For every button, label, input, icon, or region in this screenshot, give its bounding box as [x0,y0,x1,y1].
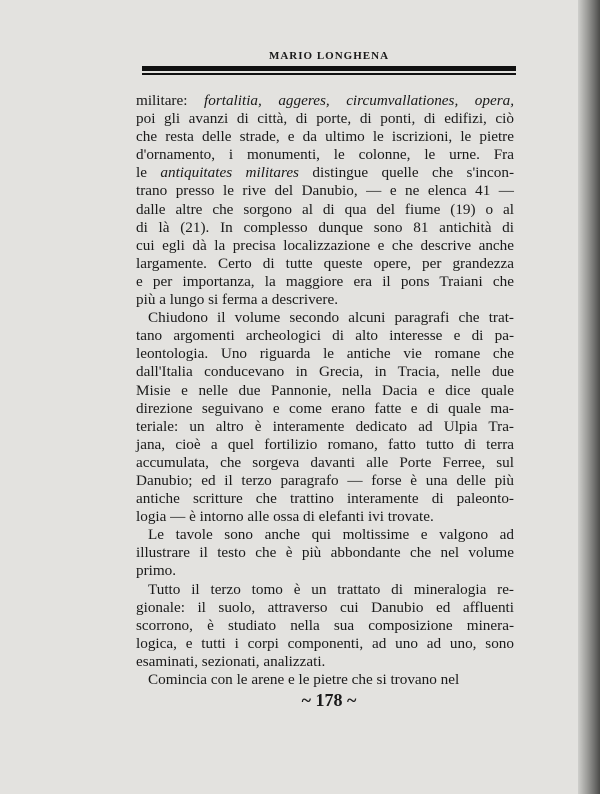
text-run: scorrono, è studiato nella sua composizione minera- [136,616,514,634]
text-line [136,164,514,182]
running-header: MARIO LONGHENA [268,50,390,62]
text-line [136,110,514,128]
text-run: poi gli avanzi di città, di porte, di ponti, di edifizi, ciò [136,110,514,128]
italic-text: fortalitia, aggeres, circumvallationes, opera, [204,92,515,109]
text-run: Comincia con le arene e le pietre che si trovano nel [148,671,460,688]
text-line [136,309,514,327]
text-line [136,526,514,544]
text-run: direzione seguivano e come erano fatte e di quale ma- [136,399,514,417]
text-run: tano argomenti archeologici di alto interesse e di pa- [136,327,514,345]
text-run: largamente. Certo di tutte queste opere, per grandezza [136,254,514,272]
text-run: logia — è intorno alle ossa di elefanti ivi trovate. [136,508,434,526]
text-run: trano presso le rive del Danubio, — e ne elenca 41 — [136,182,514,200]
text-line [136,472,514,490]
text-run: gionale: il suolo, attraverso cui Danubio ed affluenti [136,598,514,616]
text-line [136,128,514,146]
header-rule-thin [142,73,516,75]
text-line [136,671,514,689]
text-line [136,255,514,273]
text-line [136,92,514,110]
text-run: Tutto il terzo tomo è un trattato di mineralogia re- [148,580,514,598]
text-line [136,617,514,635]
text-line [136,581,514,599]
italic-text: antiquitates militares [160,164,299,182]
text-line [136,562,514,580]
text-line [136,490,514,508]
text-run: cui egli dà la precisa localizzazione e che descrive anche [136,236,514,254]
paragraph [136,526,514,580]
text-run: d'ornamento, i monumenti, le colonne, le urne. Fra [136,146,514,164]
header-rule-thick [142,66,516,71]
text-line [136,544,514,562]
text-run: primo. [136,562,177,580]
text-line [136,400,514,418]
paragraph [136,92,514,309]
book-gutter-shadow [578,0,600,794]
text-run: leontologia. Uno riguarda le antiche vie romane che [136,345,514,363]
text-line [136,599,514,617]
text-run: distingue quelle che s'incon- [298,164,514,182]
text-run: più a lungo si ferma a descrivere. [136,291,338,309]
body-text [136,92,514,689]
text-line [136,182,514,200]
text-line [136,508,514,526]
text-run: jana, cioè a quel fortilizio romano, fatto tutto di terra [136,435,514,453]
text-line [136,201,514,219]
text-line [136,273,514,291]
text-line [136,382,514,400]
text-run: Le tavole sono anche qui moltissime e valgono ad [148,526,514,544]
text-run: Danubio; ed il terzo paragrafo — forse è una delle più [136,471,514,489]
text-line [136,345,514,363]
text-run: accumulata, che sorgeva davanti alle Porte Ferree, sul [136,453,514,471]
paragraph [136,671,514,689]
text-line [136,291,514,309]
text-run: le [136,164,161,182]
text-run: che resta delle strade, e da ultimo le iscrizioni, le pietre [136,128,514,146]
text-line [136,635,514,653]
text-line [136,363,514,381]
text-run: Chiudono il volume secondo alcuni paragrafi che trat- [148,309,514,327]
text-run: teriale: un altro è interamente dedicato ad Ulpia Tra- [136,417,514,435]
text-line [136,237,514,255]
paragraph [136,309,514,526]
text-line [136,327,514,345]
text-run: dall'Italia conducevano in Grecia, in Tracia, nelle due [136,363,514,381]
text-run: di là (21). In complesso dunque sono 81 antichità di [136,218,514,236]
text-run: illustrare il testo che è più abbondante che nel volume [136,544,514,562]
page-number: ~ 178 ~ [301,690,357,710]
text-line [136,436,514,454]
paragraph [136,581,514,671]
text-run: Misie e nelle due Pannonie, nella Dacia e dice quale [136,381,514,399]
text-run: militare: [136,92,204,109]
text-run: dalle altre che sorgono al di qua del fiume (19) o al [136,200,514,218]
text-line [136,418,514,436]
text-run: e per importanza, la maggiore era il pons Traiani che [136,272,514,290]
text-run: logica, e tutti i corpi componenti, ad uno ad uno, sono [136,634,514,652]
text-line [136,653,514,671]
text-line [136,454,514,472]
text-run: esaminati, sezionati, analizzati. [136,652,326,670]
text-run: antiche scritture che trattino interamente di paleonto- [136,490,514,508]
text-line [136,219,514,237]
text-line [136,146,514,164]
